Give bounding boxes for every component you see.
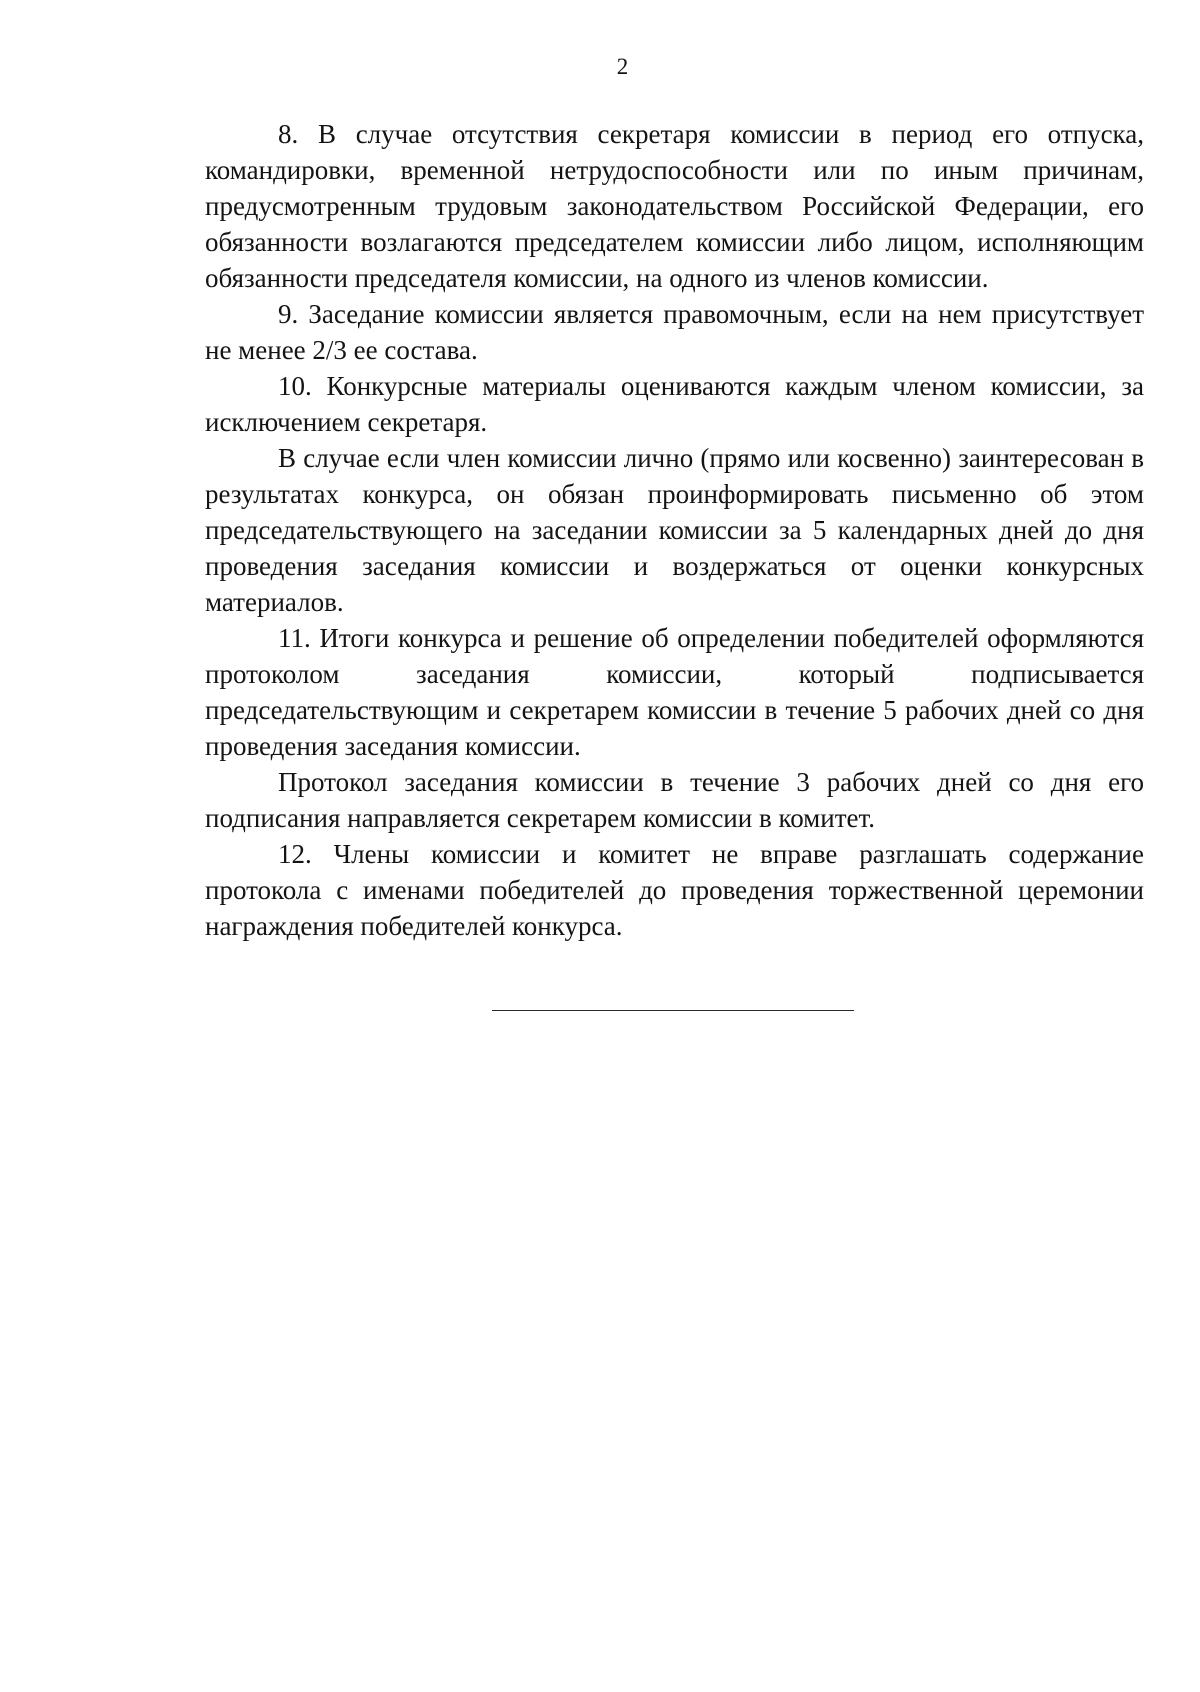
page-number: 2 — [616, 54, 629, 79]
end-of-document-divider — [492, 1010, 854, 1011]
paragraph-item-12: 12. Члены комиссии и комитет не вправе разглашать содержание протокола с именами победителей до проведения торжественной церемонии награждения победителей конкурса. — [205, 839, 1144, 941]
paragraph-item-8: 8. В случае отсутствия секретаря комиссии в период его отпуска, командировки, временной нетрудоспособности или по иным причинам, предусмотренным трудовым законодательством Российской Федерации, его обязанности возлагаются председателем комиссии либо лицом, исполняющим обязанности председателя комиссии, на одного из членов комиссии. — [205, 119, 1144, 293]
paragraph-item-11-continued: Протокол заседания комиссии в течение 3 рабочих дней со дня его подписания направляется секретарем комиссии в комитет. — [205, 767, 1144, 833]
paragraph-item-9: 9. Заседание комиссии является правомочным, если на нем присутствует не менее 2/3 ее состава. — [205, 299, 1144, 365]
paragraph-item-10-continued: В случае если член комиссии лично (прямо или косвенно) заинтересован в результатах конкурса, он обязан проинформировать письменно об этом председательствующего на заседании комиссии за 5 календарных дней до дня проведения заседания комиссии и воздержаться от оценки конкурсных материалов. — [205, 443, 1144, 617]
document-body — [205, 116, 1144, 944]
paragraph-item-10: 10. Конкурсные материалы оцениваются каждым членом комиссии, за исключением секретаря. — [205, 371, 1144, 437]
paragraph-item-11: 11. Итоги конкурса и решение об определении победителей оформляются протоколом заседания комиссии, который подписывается председательствующим и секретарем комиссии в течение 5 рабочих дней со дня проведения заседания комиссии. — [205, 623, 1144, 761]
